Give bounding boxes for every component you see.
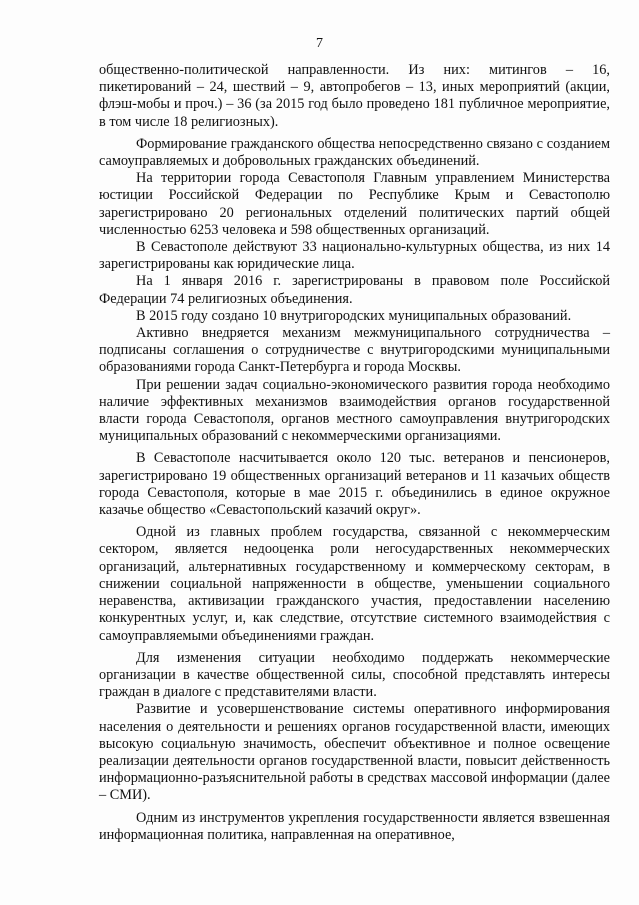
document-body [99, 62, 610, 844]
paragraph-8: При решении задач социально-экономического развития города необходимо наличие эффективных механизмов взаимодействия органов государственной власти города Севастополя, органов местного самоуправления внутригородских муниципальных образований с некоммерческими организациями. [99, 376, 610, 445]
paragraph-5: На 1 января 2016 г. зарегистрированы в правовом поле Российской Федерации 74 религиозных объединения. [99, 273, 610, 307]
paragraph-10: Одной из главных проблем государства, связанной с некоммерческим сектором, является недооценка роли негосударственных некоммерческих организаций, альтернативных государственному и коммерческому секторам, в снижении социальной напряженности в обществе, уменьшении социального неравенства, активизации гражданского участия, предоставлении населению конкурентных услуг, и, как следствие, отсутствие системного взаимодействия с самоуправляемыми объединениями граждан. [99, 524, 610, 644]
paragraph-4: В Севастополе действуют 33 национально-культурных общества, из них 14 зарегистрированы как юридические лица. [99, 239, 610, 273]
paragraph-1: общественно-политической направленности. Из них: митингов – 16, пикетирований – 24, шествий – 9, автопробегов – 13, иных мероприятий (акции, флэш-мобы и проч.) – 36 (за 2015 год было проведено 181 публичное мероприятие, в том числе 18 религиозных). [99, 62, 610, 130]
paragraph-2: Формирование гражданского общества непосредственно связано с созданием самоуправляемых и добровольных гражданских объединений. [99, 135, 610, 170]
paragraph-3: На территории города Севастополя Главным управлением Министерства юстиции Российской Федерации по Республике Крым и Севастополю зарегистрировано 20 региональных отделений политических партий общей численностью 6253 человека и 598 общественных организаций. [99, 170, 610, 238]
paragraph-7: Активно внедряется механизм межмуниципального сотрудничества – подписаны соглашения о сотрудничестве с внутригородскими муниципальными образованиями города Санкт-Петербурга и города Москвы. [99, 325, 610, 376]
paragraph-9: В Севастополе насчитывается около 120 тыс. ветеранов и пенсионеров, зарегистрировано 19 общественных организаций ветеранов и 11 казачьих обществ города Севастополя, которые в мае 2015 г. объединились в единое окружное казачье общество «Севастопольский казачий округ». [99, 450, 610, 519]
paragraph-6: В 2015 году создано 10 внутригородских муниципальных образований. [136, 307, 572, 324]
page-number: 7 [316, 36, 323, 51]
paragraph-13: Одним из инструментов укрепления государственности является взвешенная информационная политика, направленная на оперативное, [99, 809, 610, 843]
paragraph-11: Для изменения ситуации необходимо поддержать некоммерческие организации в качестве общественной силы, способной представлять интересы граждан в диалоге с представителями власти. [99, 649, 610, 701]
paragraph-12: Развитие и усовершенствование системы оперативного информирования населения о деятельности и решениях органов государственной власти, имеющих высокую социальную значимость, обеспечит объективное и полное освещение реализации деятельности органов государственной власти, повысит действенность информационно-разъяснительной работы в средствах массовой информации (далее – СМИ). [99, 701, 610, 804]
